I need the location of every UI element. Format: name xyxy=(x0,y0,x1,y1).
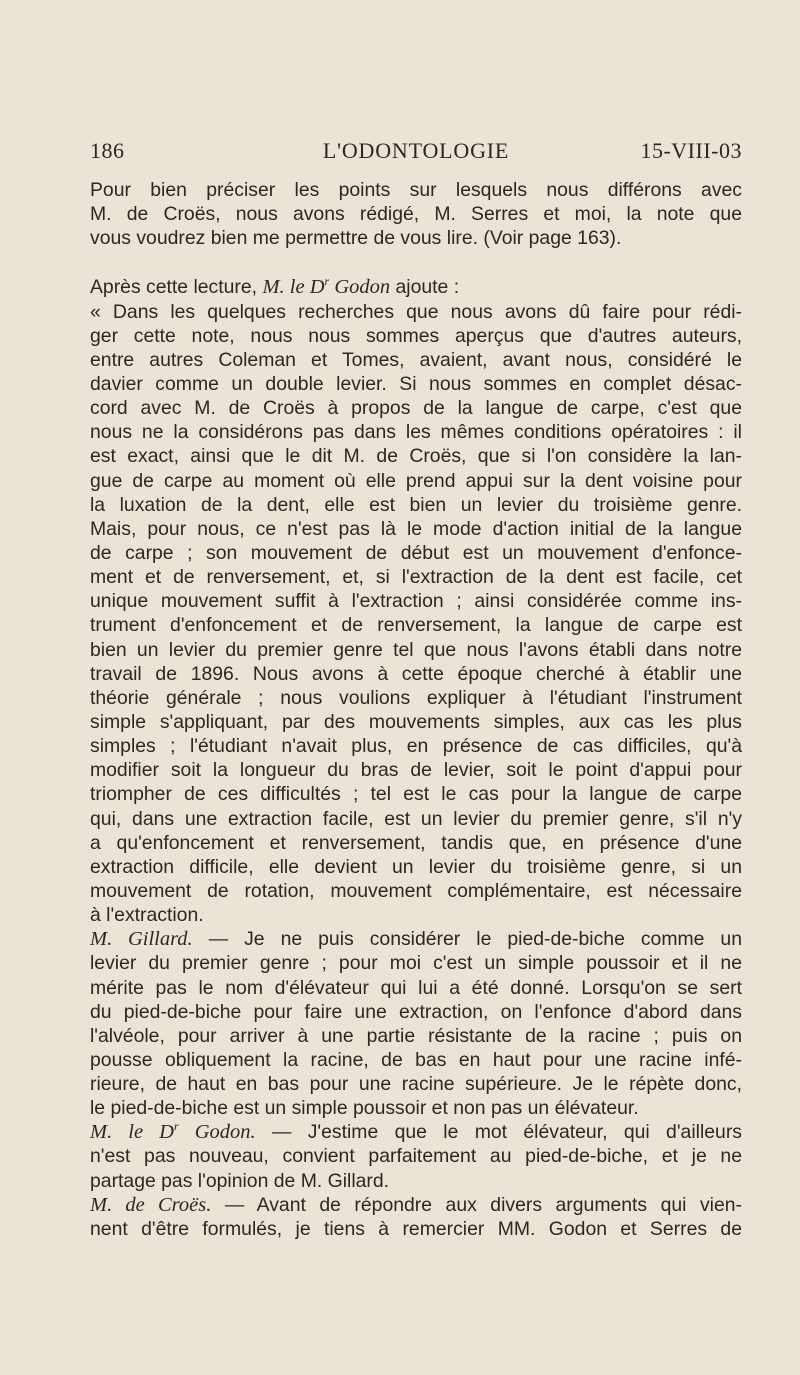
text-line: travail de 1896. Nous avons à cette époque cherché à établir une xyxy=(90,662,742,685)
issue-date: 15-VIII-03 xyxy=(640,138,742,163)
text-line: pousse obliquement la racine, de bas en haut pour une racine infé- xyxy=(90,1048,742,1071)
paragraph xyxy=(90,275,742,927)
paragraph xyxy=(90,927,742,1120)
text-line: est exact, ainsi que le dit M. de Croës, que si l'on considère la lan- xyxy=(90,445,742,468)
text-line: du pied-de-biche pour faire une extraction, on l'enfonce d'abord dans xyxy=(90,1000,742,1023)
running-header xyxy=(90,138,742,168)
text-line: modifier soit la longueur du bras de levier, soit le point d'appui pour xyxy=(90,759,742,782)
text-line: levier du premier genre ; pour moi c'est un simple poussoir et il ne xyxy=(90,952,742,975)
text-line: triompher de ces difficultés ; tel est le cas pour la langue de carpe xyxy=(90,783,742,806)
speaker-name: M. de Croës. xyxy=(90,1193,212,1216)
text-line: rieure, de haut en bas pour une racine supérieure. Je le répète donc, xyxy=(90,1073,742,1096)
text-line: théorie générale ; nous voulions expliquer à l'étudiant l'instrument xyxy=(90,686,742,709)
text-line: cord avec M. de Croës à propos de la langue de carpe, c'est que xyxy=(90,397,742,420)
body-text xyxy=(90,178,742,1241)
speaker-name: M. Gillard. xyxy=(90,928,193,951)
text-line: mérite pas le nom d'élévateur qui lui a été donné. Lorsqu'on se sert xyxy=(90,976,742,999)
text-line: le pied-de-biche est un simple poussoir et non pas un élévateur. xyxy=(90,1097,639,1120)
journal-title: L'ODONTOLOGIE xyxy=(322,138,510,163)
text-line: vous voudrez bien me permettre de vous lire. (Voir page 163). xyxy=(90,227,622,250)
text-line: Mais, pour nous, ce n'est pas là le mode d'action initial de la langue xyxy=(90,517,742,540)
text-line: simples ; l'étudiant n'avait plus, en présence de cas difficiles, qu'à xyxy=(90,735,742,758)
text-line: Pour bien préciser les points sur lesquels nous différons avec xyxy=(90,179,742,201)
text-line: ment et de renversement, et, si l'extraction de la dent est facile, cet xyxy=(90,566,742,589)
paragraph xyxy=(90,1120,742,1192)
text-line: mouvement de rotation, mouvement complémentaire, est nécessaire xyxy=(90,879,742,902)
text-line: extraction difficile, elle devient un levier du troisième genre, si un xyxy=(90,855,742,878)
page-number: 186 xyxy=(90,138,125,163)
text-line: bien un levier du premier genre tel que nous l'avons établi dans notre xyxy=(90,638,742,661)
text-line: simple s'appliquant, par des mouvements simples, aux cas les plus xyxy=(90,710,742,733)
text-line: ger cette note, nous nous sommes aperçus que d'autres auteurs, xyxy=(90,324,742,347)
text-line: M. Gillard. — Je ne puis considérer le pied-de-biche comme un xyxy=(90,928,743,951)
speaker-name: M. le $D^r$ Godon. xyxy=(90,1119,256,1144)
text-line: unique mouvement suffit à l'extraction ; ainsi considérée comme ins- xyxy=(90,590,742,613)
text-line: de carpe ; son mouvement de début est un mouvement d'enfonce- xyxy=(90,541,742,564)
text-line: M. de Croës, nous avons rédigé, M. Serres et moi, la note que xyxy=(90,203,742,226)
text-line: nent d'être formulés, je tiens à remercier MM. Godon et Serres de xyxy=(90,1217,742,1240)
text-line: la luxation de la dent, elle est bien un levier du troisième genre. xyxy=(90,493,742,516)
speaker-name: M. le $D^r$ Godon xyxy=(262,274,391,299)
text-line: trument d'enfoncement et de renversement, la langue de carpe est xyxy=(90,614,742,637)
text-line: gue de carpe au moment où elle prend appui sur la dent voisine pour xyxy=(90,469,742,492)
text-line: qui, dans une extraction facile, est un levier du premier genre, s'il n'y xyxy=(90,807,742,830)
paragraph xyxy=(90,178,742,250)
text-line: n'est pas nouveau, convient parfaitement au pied-de-biche, et je ne xyxy=(90,1145,742,1168)
text-line: a qu'enfoncement et renversement, tandis que, en présence d'une xyxy=(90,831,742,854)
text-line: davier comme un double levier. Si nous sommes en complet désac- xyxy=(90,372,742,395)
text-line: « Dans les quelques recherches que nous avons dû faire pour rédi- xyxy=(90,300,742,323)
text-line: nous ne la considérons pas dans les mêmes conditions opératoires : il xyxy=(90,421,742,444)
text-line: Après cette lecture, M. le $D^r$ Godon ajoute : xyxy=(90,274,460,299)
paragraph xyxy=(90,1193,742,1241)
text-line: partage pas l'opinion de M. Gillard. xyxy=(90,1169,390,1192)
text-line: M. le $D^r$ Godon. — J'estime que le mot élévateur, qui d'ailleurs xyxy=(90,1119,742,1144)
text-line: à l'extraction. xyxy=(90,904,204,927)
text-line: M. de Croës. — Avant de répondre aux divers arguments qui vien- xyxy=(90,1193,743,1216)
text-line: entre autres Coleman et Tomes, avaient, avant nous, considéré le xyxy=(90,348,742,371)
text-line: l'alvéole, pour arriver à une partie résistante de la racine ; puis on xyxy=(90,1024,742,1047)
